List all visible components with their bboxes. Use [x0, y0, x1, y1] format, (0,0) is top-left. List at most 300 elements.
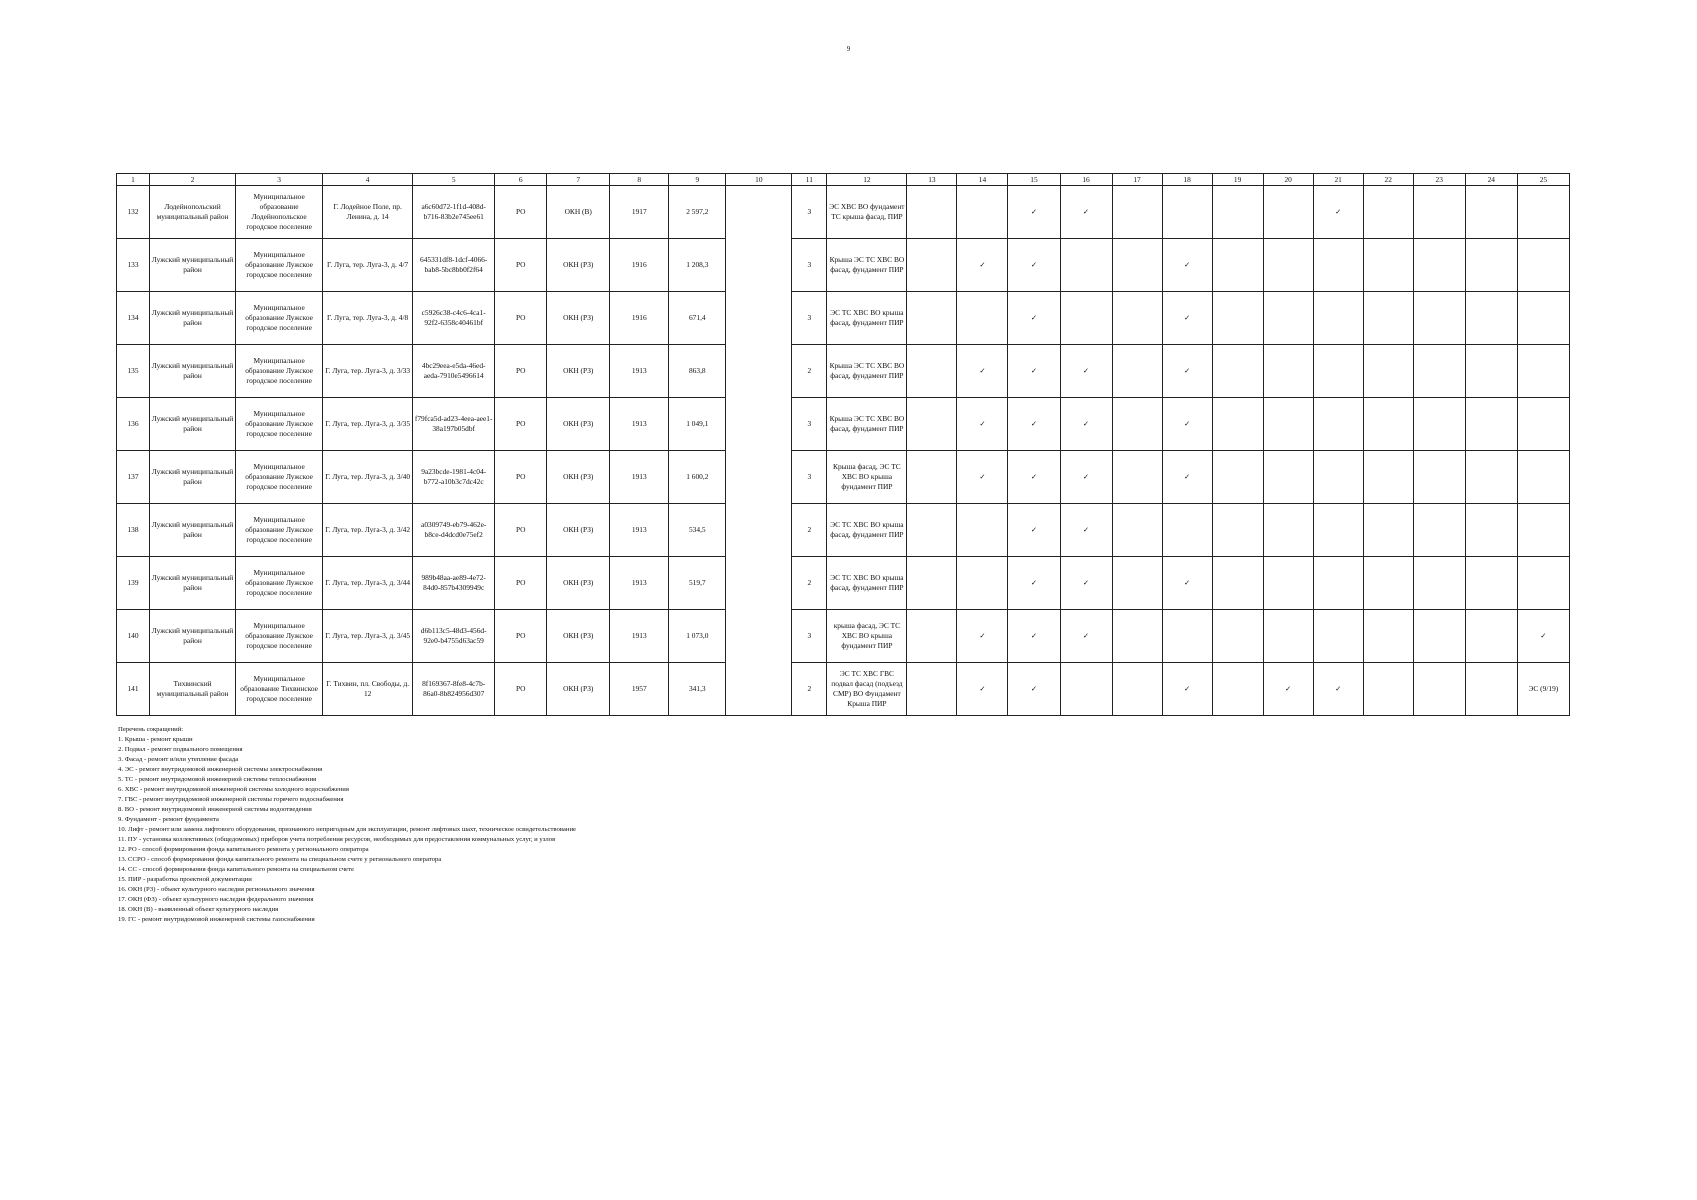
- cell-district: Лужский муниципальный район: [150, 398, 236, 451]
- column-number-cell: 7: [547, 174, 610, 186]
- cell-count: 3: [792, 239, 827, 292]
- legend-line: 1. Крыша - ремонт крыши: [118, 736, 193, 743]
- cell-year: 1917: [610, 186, 669, 239]
- cell-col13: [907, 345, 957, 398]
- column-number-cell: 9: [669, 174, 726, 186]
- legend-line: Перечень сокращений:: [118, 726, 184, 733]
- cell-count: 3: [792, 186, 827, 239]
- column-number-cell: 21: [1313, 174, 1363, 186]
- cell-area: 1 073,0: [669, 610, 726, 663]
- legend-line: 2. Подвал - ремонт подвального помещения: [118, 746, 243, 753]
- cell-col16: [1060, 292, 1112, 345]
- cell-status: ОКН (РЗ): [547, 292, 610, 345]
- cell-col19: [1212, 663, 1263, 716]
- cell-works: Крыша фасад, ЭС ТС ХВС ВО крыша фундамент ПИР: [827, 451, 907, 504]
- cell-col15: ✓: [1008, 186, 1060, 239]
- legend-line: 9. Фундамент - ремонт фундамента: [118, 816, 219, 823]
- cell-col14: [957, 186, 1008, 239]
- cell-guid: c5926c38-c4c6-4ca1-92f2-6358c40461bf: [413, 292, 495, 345]
- cell-col20: [1263, 451, 1313, 504]
- cell-col13: [907, 292, 957, 345]
- cell-col19: [1212, 239, 1263, 292]
- cell-works: ЭС ТС ХВС ВО крыша фасад, фундамент ПИР: [827, 504, 907, 557]
- cell-guid: f79fca5d-ad23-4eea-aee1-38a197b05dbf: [413, 398, 495, 451]
- cell-col23: [1413, 557, 1465, 610]
- cell-col25: [1517, 398, 1569, 451]
- cell-status: ОКН (РЗ): [547, 663, 610, 716]
- cell-col24: [1465, 663, 1517, 716]
- cell-settlement: Муниципальное образование Лужское городское поселение: [236, 451, 323, 504]
- cell-count: 3: [792, 451, 827, 504]
- cell-col25: ЭС (9/19): [1517, 663, 1569, 716]
- cell-address: Г. Луга, тер. Луга-3, д. 3/35: [323, 398, 413, 451]
- cell-col16: ✓: [1060, 186, 1112, 239]
- cell-area: 863,8: [669, 345, 726, 398]
- cell-col16: ✓: [1060, 504, 1112, 557]
- cell-col17: [1112, 239, 1162, 292]
- cell-col14: ✓: [957, 398, 1008, 451]
- cell-col14: ✓: [957, 610, 1008, 663]
- cell-settlement: Муниципальное образование Лужское городское поселение: [236, 292, 323, 345]
- cell-col20: [1263, 292, 1313, 345]
- cell-col20: [1263, 398, 1313, 451]
- cell-col24: [1465, 610, 1517, 663]
- cell-col15: ✓: [1008, 557, 1060, 610]
- cell-col24: [1465, 292, 1517, 345]
- cell-col24: [1465, 504, 1517, 557]
- cell-address: Г. Луга, тер. Луга-3, д. 3/40: [323, 451, 413, 504]
- cell-col22: [1363, 451, 1413, 504]
- column-number-cell: 16: [1060, 174, 1112, 186]
- cell-area: 671,4: [669, 292, 726, 345]
- cell-count: 3: [792, 398, 827, 451]
- table-row: [117, 239, 1570, 292]
- cell-method: РО: [495, 345, 547, 398]
- legend-line: 16. ОКН (РЗ) - объект культурного наследия регионального значения: [118, 886, 315, 893]
- cell-year: 1913: [610, 610, 669, 663]
- cell-col17: [1112, 504, 1162, 557]
- legend-line: 15. ПИР - разработка проектной документации: [118, 876, 252, 883]
- cell-col19: [1212, 451, 1263, 504]
- cell-method: РО: [495, 292, 547, 345]
- cell-col14: ✓: [957, 663, 1008, 716]
- column-number-cell: 17: [1112, 174, 1162, 186]
- cell-col19: [1212, 504, 1263, 557]
- cell-col13: [907, 504, 957, 557]
- cell-num: 136: [117, 398, 150, 451]
- cell-col24: [1465, 398, 1517, 451]
- cell-col21: [1313, 451, 1363, 504]
- cell-col20: [1263, 345, 1313, 398]
- cell-area: 534,5: [669, 504, 726, 557]
- cell-col13: [907, 398, 957, 451]
- table-row: [117, 292, 1570, 345]
- cell-col23: [1413, 292, 1465, 345]
- cell-col14: [957, 292, 1008, 345]
- cell-count: 3: [792, 292, 827, 345]
- cell-col15: ✓: [1008, 504, 1060, 557]
- cell-num: 140: [117, 610, 150, 663]
- legend-line: 19. ГС - ремонт внутридомовой инженерной системы газоснабжения: [118, 916, 315, 923]
- legend-line: 3. Фасад - ремонт и/или утепление фасада: [118, 756, 239, 763]
- cell-col21: [1313, 504, 1363, 557]
- cell-works: крыша фасад, ЭС ТС ХВС ВО крыша фундамент ПИР: [827, 610, 907, 663]
- column-number-cell: 13: [907, 174, 957, 186]
- cell-works: Крыша ЭС ТС ХВС ВО фасад, фундамент ПИР: [827, 398, 907, 451]
- cell-district: Лужский муниципальный район: [150, 345, 236, 398]
- column-number-cell: 15: [1008, 174, 1060, 186]
- legend-line: 14. СС - способ формирования фонда капитального ремонта на специальном счете: [118, 866, 354, 873]
- cell-col21: ✓: [1313, 186, 1363, 239]
- column-number-cell: 12: [827, 174, 907, 186]
- cell-settlement: Муниципальное образование Лужское городское поселение: [236, 398, 323, 451]
- cell-settlement: Муниципальное образование Лужское городское поселение: [236, 610, 323, 663]
- cell-area: 519,7: [669, 557, 726, 610]
- cell-method: РО: [495, 557, 547, 610]
- cell-col21: [1313, 239, 1363, 292]
- cell-address: Г. Луга, тер. Луга-3, д. 4/8: [323, 292, 413, 345]
- cell-address: Г. Луга, тер. Луга-3, д. 3/45: [323, 610, 413, 663]
- column-number-cell: 11: [792, 174, 827, 186]
- cell-col25: [1517, 504, 1569, 557]
- legend-line: 8. ВО - ремонт внутридомовой инженерной системы водоотведения: [118, 806, 312, 813]
- cell-status: ОКН (РЗ): [547, 557, 610, 610]
- cell-works: ЭС ТС ХВС ГВС подвал фасад (подъезд СМР) ВО Фундамент Крыша ПИР: [827, 663, 907, 716]
- cell-num: 141: [117, 663, 150, 716]
- legend-line: 17. ОКН (ФЗ) - объект культурного наследия федерального значения: [118, 896, 314, 903]
- table-row: [117, 557, 1570, 610]
- cell-col23: [1413, 663, 1465, 716]
- cell-col19: [1212, 557, 1263, 610]
- cell-settlement: Муниципальное образование Лужское городское поселение: [236, 239, 323, 292]
- cell-col25: [1517, 292, 1569, 345]
- cell-guid: 9a23bcde-1981-4c04-b772-a10b3c7dc42c: [413, 451, 495, 504]
- cell-col14: ✓: [957, 451, 1008, 504]
- cell-col21: ✓: [1313, 663, 1363, 716]
- cell-col19: [1212, 345, 1263, 398]
- cell-col17: [1112, 610, 1162, 663]
- cell-count: 2: [792, 504, 827, 557]
- cell-col15: ✓: [1008, 663, 1060, 716]
- cell-col23: [1413, 239, 1465, 292]
- cell-col21: [1313, 345, 1363, 398]
- legend-line: 18. ОКН (В) - выявленный объект культурного наследия: [118, 906, 279, 913]
- cell-col23: [1413, 398, 1465, 451]
- cell-col15: ✓: [1008, 610, 1060, 663]
- cell-col13: [907, 186, 957, 239]
- cell-col15: ✓: [1008, 345, 1060, 398]
- cell-year: 1913: [610, 557, 669, 610]
- cell-num: 138: [117, 504, 150, 557]
- cell-col23: [1413, 451, 1465, 504]
- cell-settlement: Муниципальное образование Лужское городское поселение: [236, 345, 323, 398]
- cell-col13: [907, 610, 957, 663]
- column-number-cell: 22: [1363, 174, 1413, 186]
- column-number-cell: 3: [236, 174, 323, 186]
- cell-col16: ✓: [1060, 398, 1112, 451]
- cell-method: РО: [495, 239, 547, 292]
- cell-settlement: Муниципальное образование Лодейнопольское городское поселение: [236, 186, 323, 239]
- table-row: [117, 610, 1570, 663]
- cell-col22: [1363, 663, 1413, 716]
- column-number-cell: 24: [1465, 174, 1517, 186]
- cell-col14: ✓: [957, 345, 1008, 398]
- cell-col19: [1212, 186, 1263, 239]
- cell-col25: ✓: [1517, 610, 1569, 663]
- cell-district: Лужский муниципальный район: [150, 504, 236, 557]
- table-row: [117, 398, 1570, 451]
- cell-col22: [1363, 239, 1413, 292]
- cell-col20: [1263, 186, 1313, 239]
- cell-year: 1913: [610, 398, 669, 451]
- cell-num: 132: [117, 186, 150, 239]
- page-number: 9: [846, 45, 851, 53]
- table-header-row: [117, 174, 1570, 186]
- cell-col18: [1162, 186, 1212, 239]
- cell-year: 1913: [610, 504, 669, 557]
- cell-col21: [1313, 557, 1363, 610]
- cell-settlement: Муниципальное образование Лужское городское поселение: [236, 504, 323, 557]
- column-number-cell: 19: [1212, 174, 1263, 186]
- column-number-cell: 2: [150, 174, 236, 186]
- cell-status: ОКН (РЗ): [547, 451, 610, 504]
- cell-area: 1 600,2: [669, 451, 726, 504]
- column-number-cell: 5: [413, 174, 495, 186]
- cell-col15: ✓: [1008, 398, 1060, 451]
- cell-col23: [1413, 610, 1465, 663]
- cell-address: Г. Луга, тер. Луга-3, д. 3/44: [323, 557, 413, 610]
- cell-method: РО: [495, 504, 547, 557]
- cell-col17: [1112, 398, 1162, 451]
- cell-address: Г. Луга, тер. Луга-3, д. 3/33: [323, 345, 413, 398]
- cell-col17: [1112, 557, 1162, 610]
- cell-count: 2: [792, 557, 827, 610]
- legend-line: 5. ТС - ремонт внутридомовой инженерной системы теплоснабжения: [118, 776, 317, 783]
- cell-col18: ✓: [1162, 557, 1212, 610]
- cell-settlement: Муниципальное образование Лужское городское поселение: [236, 557, 323, 610]
- cell-year: 1913: [610, 451, 669, 504]
- column-number-cell: 10: [726, 174, 792, 186]
- cell-col16: ✓: [1060, 451, 1112, 504]
- table-row: [117, 345, 1570, 398]
- cell-col18: ✓: [1162, 451, 1212, 504]
- cell-col17: [1112, 451, 1162, 504]
- cell-area: 1 049,1: [669, 398, 726, 451]
- cell-address: Г. Луга, тер. Луга-3, д. 3/42: [323, 504, 413, 557]
- cell-col19: [1212, 292, 1263, 345]
- cell-col16: ✓: [1060, 345, 1112, 398]
- cell-status: ОКН (РЗ): [547, 345, 610, 398]
- column-number-cell: 18: [1162, 174, 1212, 186]
- table-row: [117, 186, 1570, 239]
- cell-col19: [1212, 398, 1263, 451]
- cell-guid: 4bc29eea-e5da-46ed-aeda-7910e5496614: [413, 345, 495, 398]
- cell-col15: ✓: [1008, 239, 1060, 292]
- cell-col13: [907, 663, 957, 716]
- cell-guid: a6c60d72-1f1d-408d-b716-83b2e745ee61: [413, 186, 495, 239]
- cell-district: Лужский муниципальный район: [150, 557, 236, 610]
- column-number-cell: 8: [610, 174, 669, 186]
- cell-works: ЭС ХВС ВО фундамент ТС крыша фасад, ПИР: [827, 186, 907, 239]
- cell-col24: [1465, 239, 1517, 292]
- cell-num: 133: [117, 239, 150, 292]
- cell-district: Лодейнопольский муниципальный район: [150, 186, 236, 239]
- cell-num: 139: [117, 557, 150, 610]
- cell-area: 341,3: [669, 663, 726, 716]
- cell-col21: [1313, 610, 1363, 663]
- cell-guid: 8f169367-8fe8-4c7b-86a0-8b824956d307: [413, 663, 495, 716]
- cell-col18: [1162, 504, 1212, 557]
- capital-repair-table: [116, 173, 1570, 716]
- cell-num: 135: [117, 345, 150, 398]
- cell-district: Тихвинский муниципальный район: [150, 663, 236, 716]
- cell-col17: [1112, 292, 1162, 345]
- cell-col18: [1162, 610, 1212, 663]
- cell-col25: [1517, 451, 1569, 504]
- cell-num: 134: [117, 292, 150, 345]
- cell-col21: [1313, 292, 1363, 345]
- cell-address: Г. Луга, тер. Луга-3, д. 4/7: [323, 239, 413, 292]
- cell-col14: [957, 504, 1008, 557]
- cell-col17: [1112, 186, 1162, 239]
- cell-works: ЭС ТС ХВС ВО крыша фасад, фундамент ПИР: [827, 557, 907, 610]
- cell-method: РО: [495, 398, 547, 451]
- cell-col22: [1363, 557, 1413, 610]
- cell-year: 1916: [610, 239, 669, 292]
- cell-count: 2: [792, 345, 827, 398]
- cell-district: Лужский муниципальный район: [150, 292, 236, 345]
- cell-col24: [1465, 451, 1517, 504]
- cell-col23: [1413, 345, 1465, 398]
- cell-col13: [907, 557, 957, 610]
- cell-col13: [907, 239, 957, 292]
- cell-year: 1913: [610, 345, 669, 398]
- cell-col17: [1112, 345, 1162, 398]
- cell-method: РО: [495, 610, 547, 663]
- table-row: [117, 663, 1570, 716]
- cell-col24: [1465, 345, 1517, 398]
- column-number-cell: 4: [323, 174, 413, 186]
- cell-year: 1916: [610, 292, 669, 345]
- cell-method: РО: [495, 186, 547, 239]
- cell-col18: ✓: [1162, 239, 1212, 292]
- cell-district: Лужский муниципальный район: [150, 451, 236, 504]
- cell-col22: [1363, 504, 1413, 557]
- cell-col15: ✓: [1008, 451, 1060, 504]
- cell-status: ОКН (РЗ): [547, 610, 610, 663]
- cell-col16: ✓: [1060, 610, 1112, 663]
- cell-method: РО: [495, 663, 547, 716]
- cell-col24: [1465, 557, 1517, 610]
- cell-count: 3: [792, 610, 827, 663]
- legend-line: 7. ГВС - ремонт внутридомовой инженерной системы горячего водоснабжения: [118, 796, 344, 803]
- cell-col25: [1517, 557, 1569, 610]
- cell-col24: [1465, 186, 1517, 239]
- cell-works: ЭС ТС ХВС ВО крыша фасад, фундамент ПИР: [827, 292, 907, 345]
- cell-works: Крыша ЭС ТС ХВС ВО фасад, фундамент ПИР: [827, 345, 907, 398]
- legend-line: 13. ССРО - способ формирования фонда капитального ремонта на специальном счете у регионального оператора: [118, 856, 442, 863]
- cell-district: Лужский муниципальный район: [150, 239, 236, 292]
- cell-works: Крыша ЭС ТС ХВС ВО фасад, фундамент ПИР: [827, 239, 907, 292]
- cell-col22: [1363, 186, 1413, 239]
- cell-col17: [1112, 663, 1162, 716]
- column-number-cell: 23: [1413, 174, 1465, 186]
- cell-col13: [907, 451, 957, 504]
- cell-col16: ✓: [1060, 557, 1112, 610]
- cell-col14: [957, 557, 1008, 610]
- cell-guid: d6b113c5-48d3-456d-92e0-b4755d63ac59: [413, 610, 495, 663]
- legend-line: 11. ПУ - установка коллективных (общедомовых) приборов учета потребления ресурсов, необходимых для предоставления коммунальных услуг, и узлов: [118, 836, 556, 843]
- cell-guid: a0309749-eb79-462e-b8ce-d4dcd0e75ef2: [413, 504, 495, 557]
- column-number-cell: 20: [1263, 174, 1313, 186]
- cell-settlement: Муниципальное образование Тихвинское городское поселение: [236, 663, 323, 716]
- cell-col22: [1363, 292, 1413, 345]
- cell-col22: [1363, 610, 1413, 663]
- cell-col19: [1212, 610, 1263, 663]
- cell-method: РО: [495, 451, 547, 504]
- cell-count: 2: [792, 663, 827, 716]
- abbreviations-legend: [118, 725, 576, 925]
- cell-col20: [1263, 504, 1313, 557]
- cell-num: 137: [117, 451, 150, 504]
- cell-col20: [1263, 557, 1313, 610]
- cell-col18: ✓: [1162, 663, 1212, 716]
- cell-col22: [1363, 398, 1413, 451]
- table-row: [117, 504, 1570, 557]
- cell-col16: [1060, 663, 1112, 716]
- cell-address: Г. Лодейное Поле, пр. Ленина, д. 14: [323, 186, 413, 239]
- cell-col20: ✓: [1263, 663, 1313, 716]
- column-number-cell: 25: [1517, 174, 1569, 186]
- cell-status: ОКН (В): [547, 186, 610, 239]
- cell-district: Лужский муниципальный район: [150, 610, 236, 663]
- cell-address: Г. Тихвин, пл. Свободы, д. 12: [323, 663, 413, 716]
- cell-status: ОКН (РЗ): [547, 504, 610, 557]
- cell-col18: ✓: [1162, 292, 1212, 345]
- cell-col25: [1517, 239, 1569, 292]
- cell-area: 1 208,3: [669, 239, 726, 292]
- legend-line: 6. ХВС - ремонт внутридомовой инженерной системы холодного водоснабжения: [118, 786, 349, 793]
- cell-col23: [1413, 186, 1465, 239]
- cell-col25: [1517, 186, 1569, 239]
- legend-line: 12. РО - способ формирования фонда капитального ремонта у регионального оператора: [118, 846, 369, 853]
- cell-col18: ✓: [1162, 398, 1212, 451]
- cell-col20: [1263, 239, 1313, 292]
- cell-area: 2 597,2: [669, 186, 726, 239]
- cell-col14: ✓: [957, 239, 1008, 292]
- cell-col21: [1313, 398, 1363, 451]
- cell-status: ОКН (РЗ): [547, 239, 610, 292]
- cell-guid: 989b48aa-ae89-4e72-84d0-857b4309949c: [413, 557, 495, 610]
- cell-col22: [1363, 345, 1413, 398]
- cell-col18: ✓: [1162, 345, 1212, 398]
- cell-col20: [1263, 610, 1313, 663]
- column-number-cell: 6: [495, 174, 547, 186]
- cell-col23: [1413, 504, 1465, 557]
- cell-col16: [1060, 239, 1112, 292]
- cell-col25: [1517, 345, 1569, 398]
- cell-year: 1957: [610, 663, 669, 716]
- column-number-cell: 1: [117, 174, 150, 186]
- column-number-cell: 14: [957, 174, 1008, 186]
- cell-guid: 645331df8-1dcf-4066-bab8-5bc8bb0f2f64: [413, 239, 495, 292]
- cell-status: ОКН (РЗ): [547, 398, 610, 451]
- cell-col15: ✓: [1008, 292, 1060, 345]
- table-row: [117, 451, 1570, 504]
- legend-line: 10. Лифт - ремонт или замена лифтового оборудования, признанного непригодным для эксплуатации, ремонт лифтовых шахт, техническое освидетельствование: [118, 826, 577, 833]
- cell-col10: [726, 186, 792, 716]
- legend-line: 4. ЭС - ремонт внутридомовой инженерной системы электроснабжения: [118, 766, 323, 773]
